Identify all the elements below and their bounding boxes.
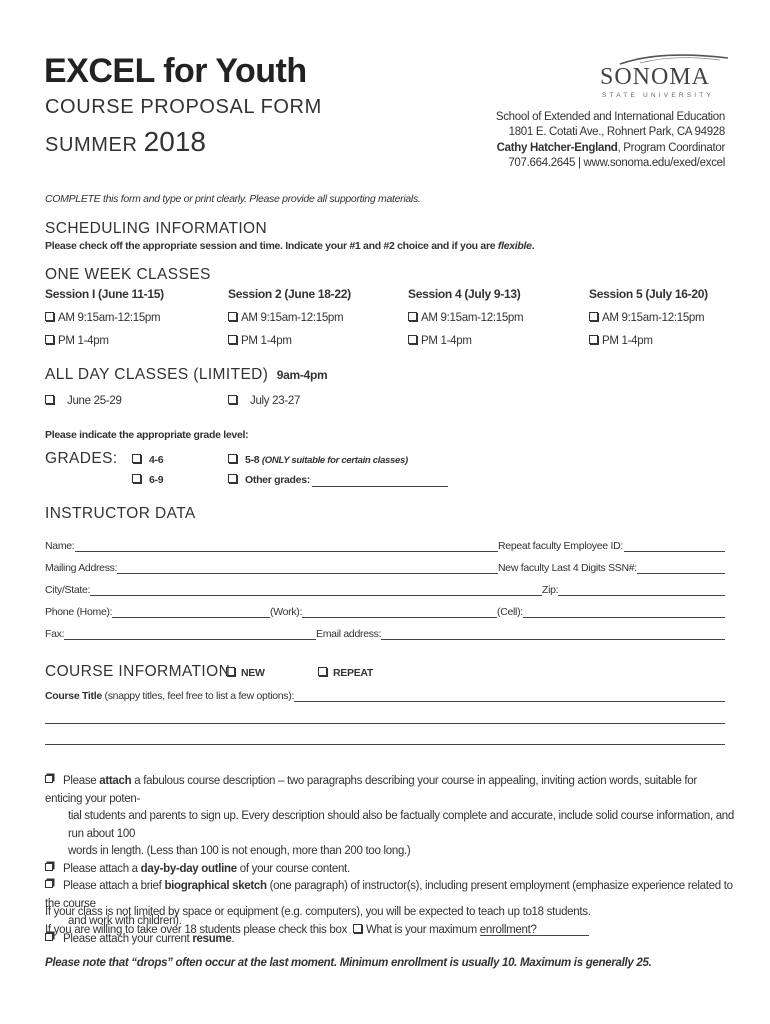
over-18-checkbox[interactable] xyxy=(353,924,362,933)
zip-label: Zip: xyxy=(542,584,559,596)
option-label: 6-9 xyxy=(149,474,164,486)
text: a fabulous course description – two paragraphs describing your course in appealing, inviting action words, suitable for enticing your poten- xyxy=(45,775,697,805)
session-1-pm-option[interactable] xyxy=(45,335,109,347)
all-day-heading-row xyxy=(45,366,327,384)
session-2-label: Session 2 (June 18-22) xyxy=(228,287,351,301)
address-line-4: 707.664.2645 | www.sonoma.edu/exed/excel xyxy=(508,156,725,169)
session-2-am-option[interactable] xyxy=(228,312,343,324)
sonoma-logo xyxy=(600,52,730,102)
coordinator-name: Cathy Hatcher-England xyxy=(496,141,618,154)
checkbox-icon[interactable] xyxy=(228,312,237,321)
phone-cell-label: (Cell): xyxy=(497,606,523,618)
option-label: AM 9:15am-12:15pm xyxy=(241,312,344,324)
session-1-am-option[interactable] xyxy=(45,312,160,324)
session-4-am-option[interactable] xyxy=(408,312,523,324)
course-heading: COURSE INFORMATION xyxy=(45,663,231,680)
option-label: REPEAT xyxy=(333,667,374,679)
attachments-list xyxy=(45,773,735,948)
all-day-heading: ALL DAY CLASSES (LIMITED) xyxy=(45,366,269,383)
term-word: SUMMER xyxy=(45,134,138,156)
logo-wordmark: SONOMA xyxy=(600,64,711,90)
coordinator-role: , Program Coordinator xyxy=(617,141,725,154)
option-label: 4-6 xyxy=(149,454,164,466)
option-note: (ONLY suitable for certain classes) xyxy=(261,455,408,466)
form-title: EXCEL for Youth xyxy=(44,52,307,90)
course-new-option[interactable] xyxy=(226,667,265,679)
text: . xyxy=(231,932,235,945)
text-bold: attach xyxy=(99,775,132,787)
text: Please attach your current xyxy=(63,932,193,945)
checkbox-icon[interactable] xyxy=(132,474,141,483)
checkbox-icon[interactable] xyxy=(318,667,327,676)
option-label: AM 9:15am-12:15pm xyxy=(421,312,524,324)
session-1-label: Session I (June 11-15) xyxy=(45,287,164,301)
scheduling-note-flexible: flexible xyxy=(497,240,532,252)
grade-other-option[interactable] xyxy=(228,474,310,486)
checkbox-icon[interactable] xyxy=(45,335,54,344)
checkbox-icon[interactable] xyxy=(45,863,53,871)
address-line-3 xyxy=(496,141,725,156)
session-5-label: Session 5 (July 16-20) xyxy=(589,287,708,301)
address-line-2: 1801 E. Cotati Ave., Rohnert Park, CA 94928 xyxy=(508,126,725,139)
name-label: Name: xyxy=(45,540,75,552)
new-ssn-label: New faculty Last 4 Digits SSN#: xyxy=(498,562,637,574)
max-enrollment-label: What is your maximum enrollment? xyxy=(365,924,537,936)
grade-6-9-option[interactable] xyxy=(132,474,163,486)
course-repeat-option[interactable] xyxy=(318,667,373,679)
checkbox-icon[interactable] xyxy=(408,312,417,321)
checkbox-icon[interactable] xyxy=(132,454,141,463)
grade-5-8-option[interactable] xyxy=(228,454,408,466)
checkbox-icon[interactable] xyxy=(589,312,598,321)
phone-work-label: (Work): xyxy=(270,606,303,618)
text-bold: biographical sketch xyxy=(164,880,267,892)
address-line-1: School of Extended and International Education xyxy=(495,111,725,123)
scheduling-heading: SCHEDULING INFORMATION xyxy=(45,220,268,237)
all-day-time: 9am-4pm xyxy=(276,368,328,382)
text: Please xyxy=(63,775,100,787)
form-term xyxy=(45,126,206,158)
all-day-july-option[interactable] xyxy=(228,395,300,407)
text-bold: resume xyxy=(192,932,232,945)
course-title-label: Course Title xyxy=(45,690,102,702)
session-2-pm-option[interactable] xyxy=(228,335,292,347)
option-label: PM 1-4pm xyxy=(602,335,653,347)
checkbox-icon[interactable] xyxy=(228,454,237,463)
grade-prompt: Please indicate the appropriate grade level: xyxy=(45,429,249,441)
attachment-outline[interactable] xyxy=(45,861,735,879)
instructor-heading: INSTRUCTOR DATA xyxy=(45,505,196,522)
attachment-description-cont-2: words in length. (Less than 100 is not enough, more than 200 too long.) xyxy=(68,845,411,857)
attachment-description-cont-1: tial students and parents to sign up. Every description should also be factually complete and accurate, include solid course information, and run about 100 xyxy=(68,810,735,840)
option-label: AM 9:15am-12:15pm xyxy=(602,312,705,324)
checkbox-icon[interactable] xyxy=(226,667,235,676)
form-subtitle: COURSE PROPOSAL FORM xyxy=(45,96,322,118)
attachment-description[interactable] xyxy=(45,773,735,808)
checkbox-icon[interactable] xyxy=(228,474,237,483)
enrollment-line-2 xyxy=(45,924,537,936)
checkbox-icon[interactable] xyxy=(408,335,417,344)
email-label: Email address: xyxy=(316,628,382,640)
session-4-pm-option[interactable] xyxy=(408,335,472,347)
checkbox-icon[interactable] xyxy=(45,880,53,888)
phone-home-label: Phone (Home): xyxy=(45,606,113,618)
grade-4-6-option[interactable] xyxy=(132,454,163,466)
instructor-row-3-line[interactable] xyxy=(45,595,725,596)
mailing-label: Mailing Address: xyxy=(45,562,118,574)
course-title-label-row xyxy=(45,690,294,702)
checkbox-icon[interactable] xyxy=(228,395,237,404)
text-bold: day-by-day outline xyxy=(140,862,237,875)
scheduling-note-text: Please check off the appropriate session and time. Indicate your #1 and #2 choice and if you are xyxy=(45,240,498,252)
text: of your course content. xyxy=(236,862,350,875)
session-4-label: Session 4 (July 9-13) xyxy=(408,287,521,301)
address-block xyxy=(496,110,725,171)
option-label: 5-8 xyxy=(245,454,260,466)
session-5-am-option[interactable] xyxy=(589,312,704,324)
other-grades-field[interactable] xyxy=(312,486,448,487)
option-label: PM 1-4pm xyxy=(421,335,472,347)
enrollment-line-1: If your class is not limited by space or equipment (e.g. computers), you will be expected to teach up to18 students. xyxy=(45,906,591,918)
course-title-field-2[interactable] xyxy=(45,723,725,724)
option-label: AM 9:15am-12:15pm xyxy=(58,312,161,324)
checkbox-icon[interactable] xyxy=(589,335,598,344)
repeat-id-label: Repeat faculty Employee ID: xyxy=(498,540,623,552)
course-heading-row xyxy=(45,663,230,681)
term-year: 2018 xyxy=(143,126,206,157)
checkbox-icon[interactable] xyxy=(45,395,54,404)
session-5-pm-option[interactable] xyxy=(589,335,653,347)
course-title-field-3[interactable] xyxy=(45,744,725,745)
option-label: June 25-29 xyxy=(67,395,122,407)
course-title-hint: (snappy titles, feel free to list a few options): xyxy=(101,690,295,702)
scheduling-note xyxy=(45,240,534,252)
option-label: July 23-27 xyxy=(250,395,301,407)
form-instructions: COMPLETE this form and type or print clearly. Please provide all supporting materials. xyxy=(45,193,421,205)
instructor-row-4-line[interactable] xyxy=(45,617,725,618)
option-label: Other grades: xyxy=(245,474,310,486)
option-label: PM 1-4pm xyxy=(58,335,109,347)
grades-heading: GRADES: xyxy=(45,450,118,467)
max-enrollment-field[interactable] xyxy=(480,935,589,936)
instructor-row-5-line[interactable] xyxy=(45,639,725,640)
option-label: PM 1-4pm xyxy=(241,335,292,347)
fax-label: Fax: xyxy=(45,628,65,640)
all-day-june-option[interactable] xyxy=(45,395,122,407)
checkbox-icon[interactable] xyxy=(45,312,54,321)
city-label: City/State: xyxy=(45,584,91,596)
one-week-heading: ONE WEEK CLASSES xyxy=(45,266,211,283)
attachment-bio-cont: and work with children). xyxy=(68,915,182,927)
scheduling-note-end: . xyxy=(531,240,535,252)
text: Please attach a brief xyxy=(63,880,165,892)
logo-subtitle: STATE UNIVERSITY xyxy=(602,92,714,99)
text: (one paragraph) of instructor(s), including present employment (emphasize experience related to the course xyxy=(45,880,733,910)
checkbox-icon[interactable] xyxy=(228,335,237,344)
footer-note: Please note that “drops” often occur at the last moment. Minimum enrollment is usually 10. Maximum is generally 25. xyxy=(45,957,652,969)
checkbox-icon[interactable] xyxy=(45,775,53,783)
text: Please attach a xyxy=(63,862,141,875)
enrollment-text: If you are willing to take over 18 students please check this box xyxy=(45,924,348,936)
option-label: NEW xyxy=(241,667,265,679)
